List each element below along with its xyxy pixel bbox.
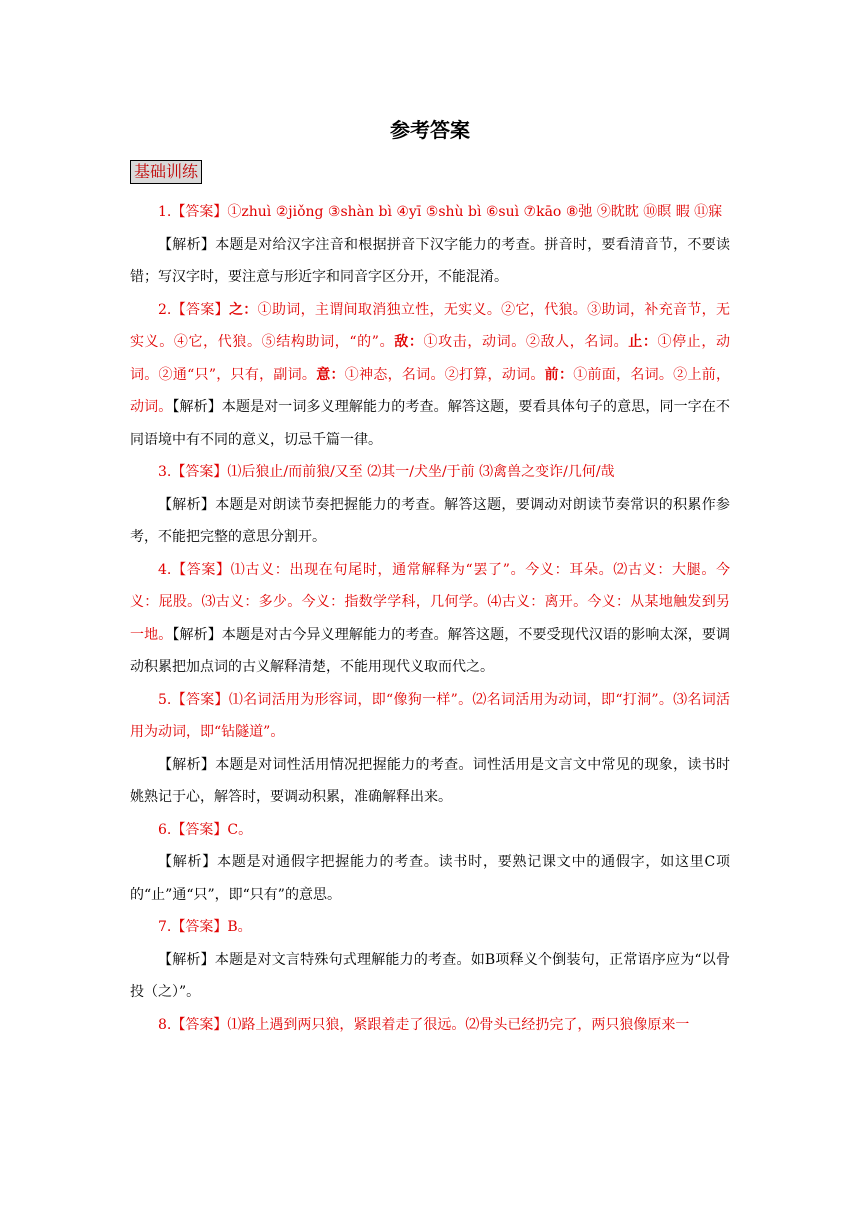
analysis-7: 【解析】本题是对文言特殊句式理解能力的考查。如B项释义个倒装句，正常语序应为“以骨投（之）”。 — [130, 951, 730, 1000]
analysis-1: 【解析】本题是对给汉字注音和根据拼音下汉字能力的考查。拼音时，要看清音节，不要读错；写汉字时，要注意与形近字和同音字区分开，不能混淆。 — [130, 236, 730, 285]
answer-item-5 — [130, 684, 730, 749]
item-number: 1. — [158, 204, 172, 220]
answer-text: ①停止，动词。②通“只”，只有，副词。 — [130, 334, 731, 383]
answer-text: C。 — [227, 821, 253, 838]
answer-text: ⑴路上遇到两只狼，紧跟着走了很远。⑵骨头已经扔完了，两只狼像原来一 — [227, 1016, 690, 1033]
keyword: 敌： — [394, 334, 424, 350]
answer-tag: 【答案】 — [171, 821, 228, 838]
item-number: 4. — [158, 561, 172, 578]
answer-text: B。 — [227, 919, 252, 935]
answer-tag: 【答案】 — [171, 561, 231, 578]
answer-tag: 【答案】 — [171, 301, 229, 318]
answer-tag: 【答案】 — [171, 691, 229, 708]
keyword: 之： — [228, 301, 258, 318]
keyword: 止： — [628, 334, 658, 350]
analysis-5: 【解析】本题是对词性活用情况把握能力的考查。词性活用是文言文中常见的现象，读书时姚熟记于心，解答时，要调动积累，准确解释出来。 — [130, 756, 730, 805]
answer-item-8 — [130, 1009, 730, 1042]
keyword: 意： — [316, 366, 345, 383]
answer-item-3 — [130, 456, 730, 489]
answer-text: ⑴后狼止/而前狼/又至 ⑵其一/犬坐/于前 ⑶禽兽之变诈/几何/哉 — [227, 464, 615, 480]
section-label: 基础训练 — [130, 160, 202, 184]
answer-tag: 【答案】 — [171, 464, 228, 480]
item-number: 8. — [158, 1016, 172, 1033]
answer-item-4 — [130, 554, 730, 684]
answer-text: ①攻击，动词。②敌人，名词。 — [423, 334, 629, 350]
analysis-4: 【解析】本题是对古今异义理解能力的考查。解答这题，不要受现代汉语的影响太深，要调动积累把加点词的古义解释清楚，不能用现代义取而代之。 — [130, 626, 730, 675]
analysis-3: 【解析】本题是对朗读节奏把握能力的考查。解答这题，要调动对朗读节奏常识的积累作参考，不能把完整的意思分割开。 — [130, 496, 730, 545]
answer-list — [130, 196, 730, 1041]
answer-text: ①前面，名词。②上前，动词。 — [130, 366, 731, 415]
item-number: 6. — [158, 821, 172, 838]
answer-item-1 — [130, 196, 730, 229]
answer-text: ⑴名词活用为形容词，即“像狗一样”。⑵名词活用为动词，即“打洞”。⑶名词活用为动词，即“钻隧道”。 — [130, 691, 730, 740]
answer-text: ①助词，主谓间取消独立性，无实义。②它，代狼。③助词，补充音节，无实义。④它，代狼。⑤结构助词，“的”。 — [130, 301, 731, 350]
keyword: 前： — [544, 366, 574, 383]
answer-tag: 【答案】 — [171, 919, 228, 935]
item-number: 5. — [158, 691, 172, 708]
answer-text: ①zhuì ②jiǒng ③shàn bì ④yī ⑤shù bì ⑥suì ⑦kāo ⑧弛 ⑨眈眈 ⑩瞑 暇 ⑪寐 — [227, 204, 723, 220]
answer-text: ①神态，名词。②打算，动词。 — [344, 366, 545, 383]
answer-item-2 — [130, 294, 730, 457]
item-number: 3. — [158, 464, 172, 480]
item-number: 7. — [158, 919, 172, 935]
analysis-6: 【解析】本题是对通假字把握能力的考查。读书时，要熟记课文中的通假字，如这里C项的“止”通“只”，即“只有”的意思。 — [130, 854, 730, 903]
answer-tag: 【答案】 — [171, 204, 228, 220]
page-title: 参考答案 — [390, 118, 470, 142]
item-number: 2. — [158, 301, 172, 318]
answer-text: ⑴古义：出现在句尾时，通常解释为“罢了”。今义：耳朵。⑵古义：大腿。今义：屁股。⑶古义：多少。今义：指数学学科，几何学。⑷古义：离开。今义：从某地触发到另一地。 — [130, 561, 731, 643]
answer-item-6 — [130, 814, 730, 847]
answer-tag: 【答案】 — [171, 1016, 228, 1033]
answer-item-7 — [130, 911, 730, 944]
analysis-2: 【解析】本题是对一词多义理解能力的考查。解答这题，要看具体句子的意思，同一字在不同语境中有不同的意义，切忌千篇一律。 — [130, 399, 730, 448]
